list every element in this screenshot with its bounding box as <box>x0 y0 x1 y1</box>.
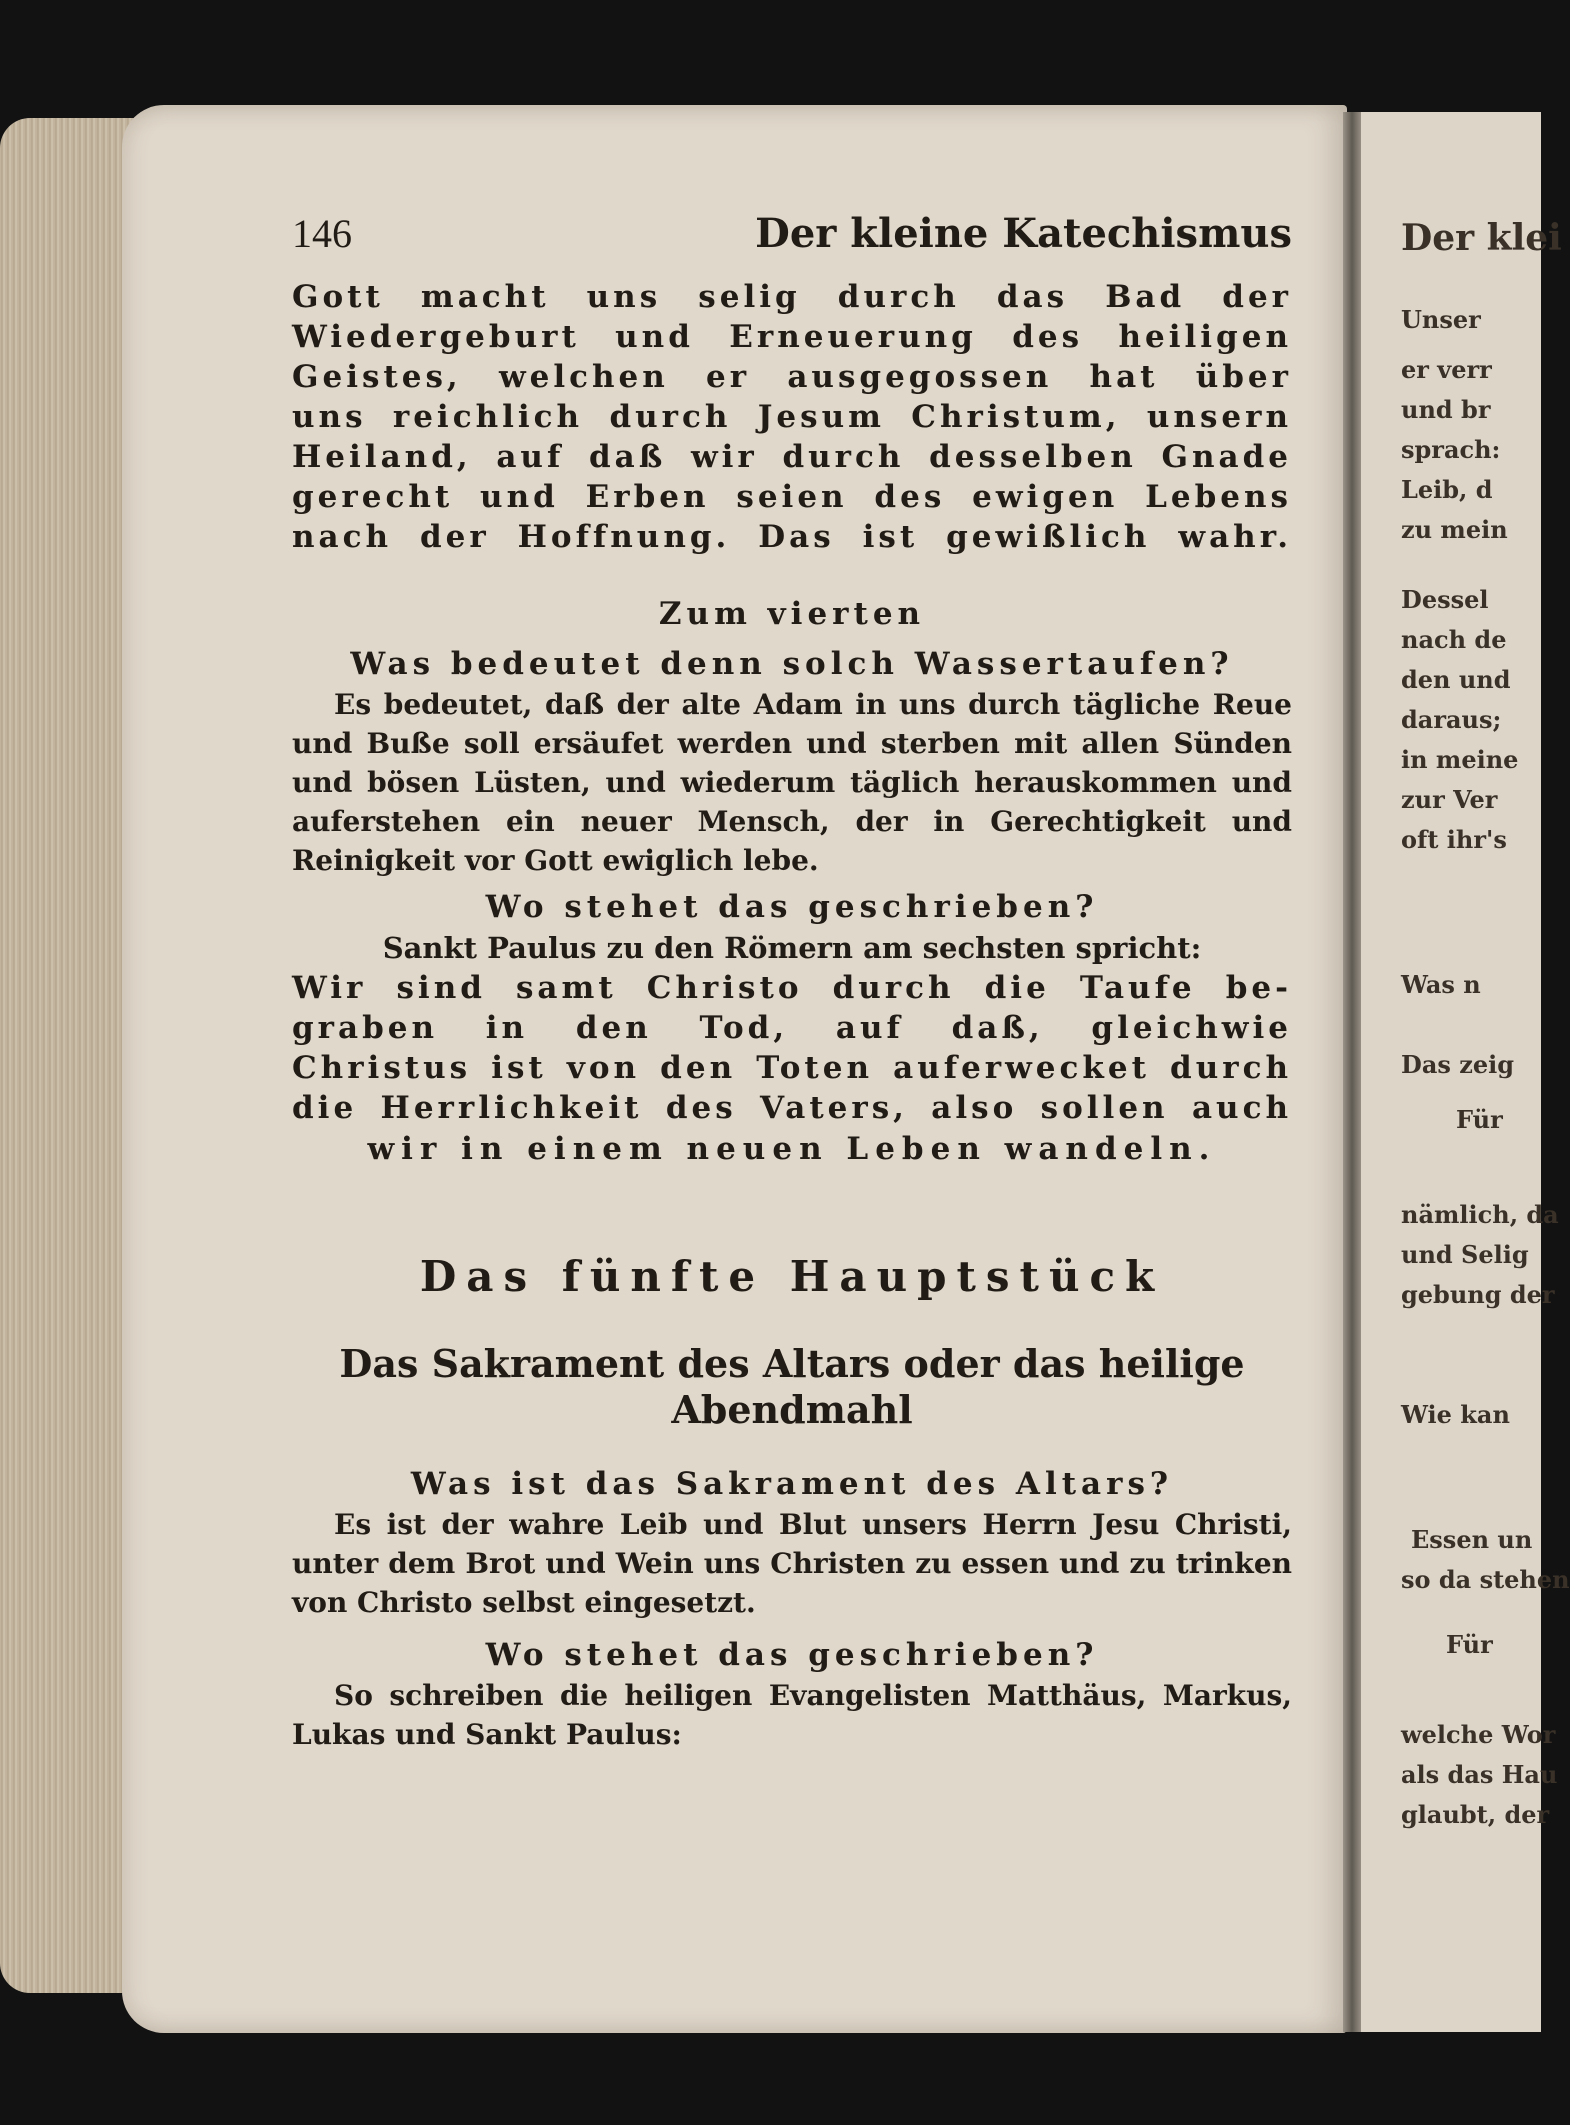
adjacent-page-line: Wie kan <box>1401 1400 1510 1429</box>
adjacent-page-line: Das zeig <box>1401 1050 1515 1079</box>
chapter-subtitle: Das Sakrament des Altars oder das heilige <box>339 1341 1245 1386</box>
chapter-heading: Das fünfte Hauptstück <box>419 1252 1165 1301</box>
quote-line: graben in den Tod, auf daß, gleichwie <box>292 1010 1292 1046</box>
page-number: 146 <box>292 211 352 256</box>
adjacent-page-line: er verr <box>1401 355 1492 384</box>
text-line: Geistes, welchen er ausgegossen hat über <box>292 359 1292 395</box>
question: Was bedeutet denn solch Wassertaufen? <box>350 646 1234 682</box>
scripture-quote <box>292 968 1292 1170</box>
chapter-subtitle: Abendmahl <box>671 1387 913 1432</box>
adjacent-page-line: nämlich, da <box>1401 1200 1559 1229</box>
adjacent-page <box>1361 112 1570 2032</box>
section-heading: Zum vierten <box>658 596 926 632</box>
quote-line: die Herrlichkeit des Vaters, also sollen auch <box>292 1090 1292 1126</box>
adjacent-page-line: Essen un <box>1411 1525 1533 1554</box>
adjacent-page-line: Für <box>1456 1105 1503 1134</box>
adjacent-page-line: und br <box>1401 395 1491 424</box>
text-line: Wiedergeburt und Erneuerung des heiligen <box>292 319 1292 355</box>
adjacent-page-line: Was n <box>1401 970 1481 999</box>
adjacent-page-line: Unser <box>1401 305 1481 334</box>
quote-line: wir in einem neuen Leben wandeln. <box>367 1131 1217 1167</box>
text-line: uns reichlich durch Jesum Christum, unsern <box>292 399 1292 435</box>
book-gutter <box>1343 112 1363 2032</box>
quote-line: Wir sind samt Christo durch die Taufe be- <box>292 970 1292 1006</box>
page-content <box>292 210 1292 1754</box>
answer-paragraph: Es bedeutet, daß der alte Adam in uns durch tägliche Reue und Buße soll ersäufet werden und sterben mit allen Sünden und bösen Lüsten, und wiederum täglich herauskommen und auferstehen ein neuer Mensch, der in Gerechtigkeit und Reinigkeit vor Gott ewiglich lebe. <box>292 688 1292 877</box>
adjacent-page-line: so da stehen <box>1401 1565 1570 1594</box>
adjacent-page-line: daraus; <box>1401 705 1502 734</box>
source-line: Sankt Paulus zu den Römern am sechsten spricht: <box>382 931 1202 965</box>
adjacent-page-line: welche Wor <box>1401 1720 1556 1749</box>
text-line: gerecht und Erben seien des ewigen Lebens <box>292 479 1292 515</box>
intro-paragraph <box>292 277 1292 557</box>
adjacent-page-line: Der klei <box>1401 217 1562 259</box>
adjacent-page-line: gebung der <box>1401 1280 1555 1309</box>
adjacent-page-line: oft ihr's <box>1401 825 1507 854</box>
adjacent-page-line: Leib, d <box>1401 475 1493 504</box>
running-title: Der kleine Katechismus <box>755 210 1292 257</box>
answer-paragraph: So schreiben die heiligen Evangelisten Matthäus, Markus, Lukas und Sankt Paulus: <box>292 1679 1292 1751</box>
adjacent-page-line: den und <box>1401 665 1511 694</box>
adjacent-page-line: sprach: <box>1401 435 1501 464</box>
adjacent-page-line: zur Ver <box>1401 785 1498 814</box>
adjacent-page-line: Dessel <box>1401 585 1489 614</box>
text-line: nach der Hoffnung. Das ist gewißlich wahr. <box>292 519 1292 555</box>
page-header <box>292 210 1292 257</box>
question: Wo stehet das geschrieben? <box>485 1637 1099 1673</box>
adjacent-page-line: und Selig <box>1401 1240 1529 1269</box>
adjacent-page-line: als das Hau <box>1401 1760 1558 1789</box>
adjacent-page-line: nach de <box>1401 625 1507 654</box>
adjacent-page-line: glaubt, der <box>1401 1800 1550 1829</box>
adjacent-page-line: zu mein <box>1401 515 1508 544</box>
text-line: Heiland, auf daß wir durch desselben Gnade <box>292 439 1292 475</box>
question: Was ist das Sakrament des Altars? <box>410 1466 1174 1502</box>
answer-paragraph: Es ist der wahre Leib und Blut unsers Herrn Jesu Christi, unter dem Brot und Wein uns Christen zu essen und zu trinken von Christo selbst eingesetzt. <box>292 1508 1292 1619</box>
question: Wo stehet das geschrieben? <box>485 889 1099 925</box>
adjacent-page-line: in meine <box>1401 745 1519 774</box>
adjacent-page-line: Für <box>1446 1630 1493 1659</box>
text-line: Gott macht uns selig durch das Bad der <box>292 279 1292 315</box>
quote-line: Christus ist von den Toten auferwecket durch <box>292 1050 1292 1086</box>
